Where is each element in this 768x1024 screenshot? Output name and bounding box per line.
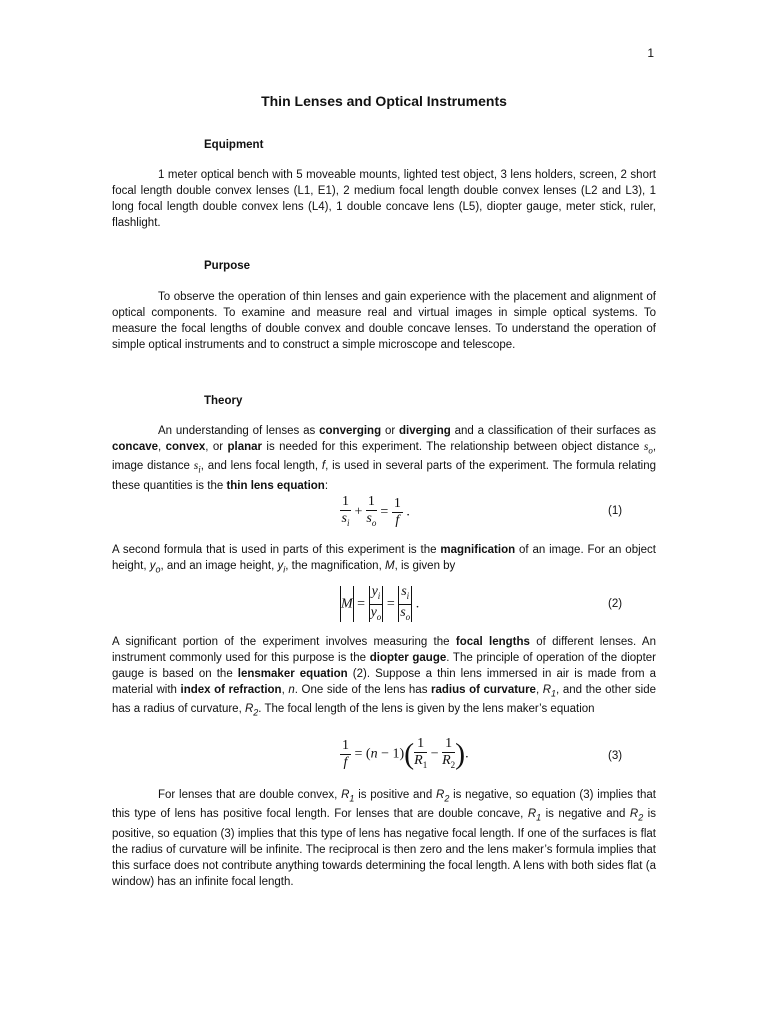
purpose-heading: Purpose	[204, 260, 251, 272]
equation-2-number: (2)	[608, 598, 623, 610]
equipment-paragraph: 1 meter optical bench with 5 moveable mounts, lighted test object, 3 lens holders, screen, 2 short focal length double convex lenses (L1, E1), 2 medium focal length double convex lenses (L2 and L3), 1 long focal length double convex lens (L4), 1 double concave lens (L5), diopter gauge, meter stick, ruler, flashlight.	[112, 169, 656, 229]
theory-paragraph-2: A second formula that is used in parts of this experiment is the magnification of an image. For an object height, $y_o$, and an image height, $y_i$, the magnification, M, is given by	[112, 544, 656, 575]
magnification-equation: M = $\frac{y_i}{y_o}$ = $\frac{s_i}{s_o}$ .	[341, 584, 420, 622]
equation-1-number: (1)	[608, 505, 623, 517]
theory-paragraph-3: A significant portion of the experiment involves measuring the focal lengths of different lenses. An instrument commonly used for this purpose is the diopter gauge. The principle of operation of the diopter gauge is based on the lensmaker equation (2). Suppose a thin lens immersed in air is made from a material with index of refraction, n. One side of the lens has radius of curvature, $R_1$, and the other side has a radius of curvature, $R_2$. The focal length of the lens is given by the lens maker’s equation	[112, 636, 657, 718]
equation-3-number: (3)	[608, 750, 623, 762]
thin-lens-equation: $\frac{1}{s_i}$ + $\frac{1}{s_o}$ = $\frac{1}{f}$ .	[341, 494, 410, 528]
theory-paragraph-4: For lenses that are double convex, $R_1$ is positive and $R_2$ is negative, so equation (3) implies that this type of lens has positive focal length. For lenses that are double concave, $R_1$ is negative and $R_2$ is positive, so equation (3) implies that this type of lens has negative focal length. If one of the surfaces is flat the radius of curvature will be infinite. The reciprocal is then zero and the lens maker’s formula implies that this surface does not contribute anything towards determining the focal length. A lens with both sides flat (a window) has an infinite focal length.	[112, 789, 656, 888]
theory-heading: Theory	[204, 395, 243, 407]
purpose-paragraph: To observe the operation of thin lenses and gain experience with the placement and alignment of optical components. To examine and measure real and virtual images in simple optical systems. To measure the focal lengths of double convex and double concave lenses. To understand the operation of simple optical instruments and to construct a simple microscope and telescope.	[112, 291, 656, 351]
lensmaker-equation: $\frac{1}{f}$ = (n − 1)( $\frac{1}{R_1}$ − $\frac{1}{R_2}$ ).	[342, 736, 469, 771]
theory-paragraph-1: An understanding of lenses as converging or diverging and a classification of their surfaces as concave, convex, or planar is needed for this experiment. The relationship between object distance $s_o$, image distance $s_i$, and lens focal length, f, is used in several parts of the experiment. The formula relating these quantities is the thin lens equation:	[112, 425, 657, 492]
document-title: Thin Lenses and Optical Instruments	[261, 93, 507, 109]
equipment-heading: Equipment	[204, 139, 264, 151]
page-number: 1	[647, 46, 654, 60]
